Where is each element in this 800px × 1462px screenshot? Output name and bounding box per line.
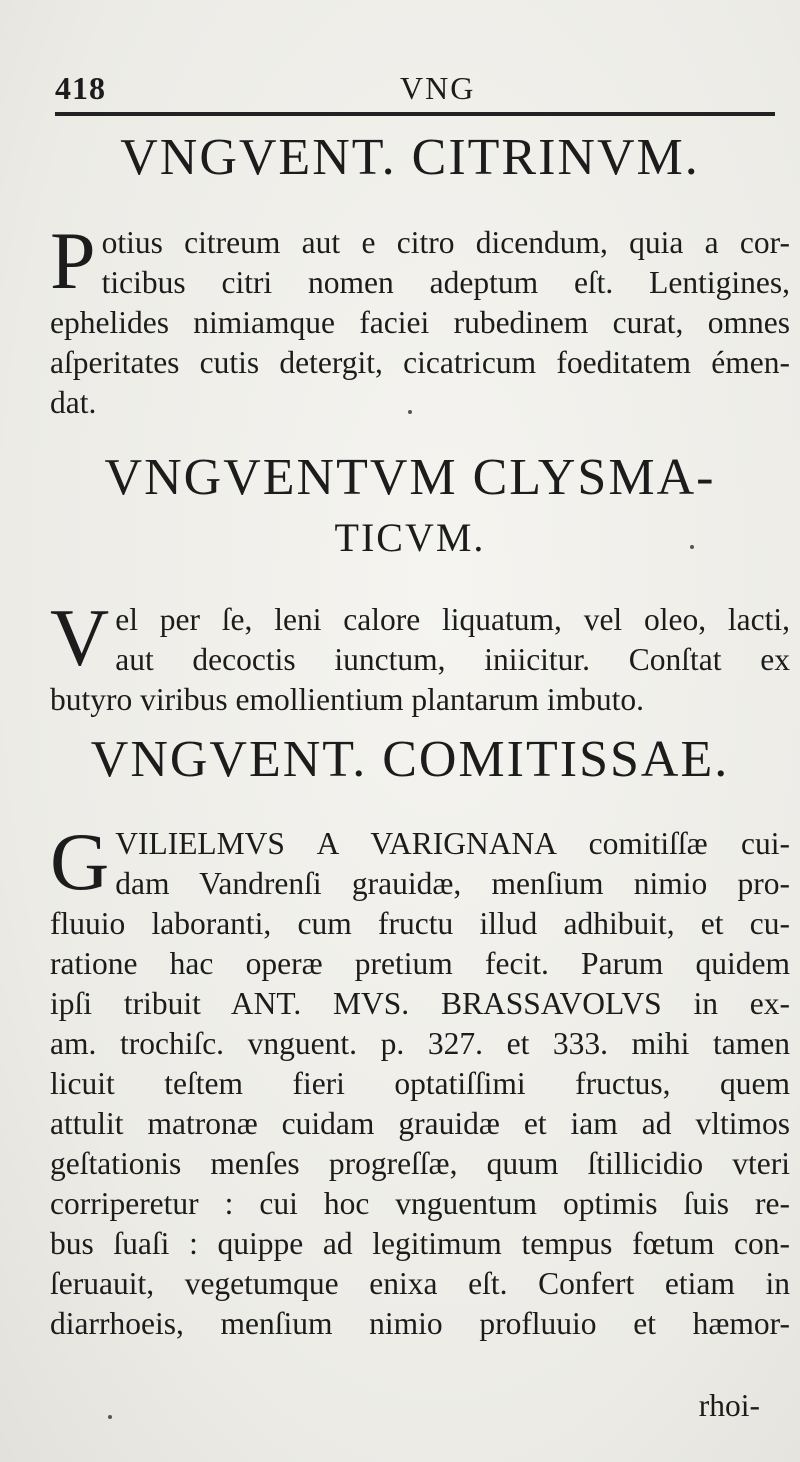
- text-line: el per ſe, leni calore liquatum, vel oleo, lacti,: [115, 602, 790, 637]
- running-title: VNG: [400, 70, 476, 106]
- text-line: am. trochiſc. vnguent. p. 327. et 333. mihi tamen: [50, 1026, 790, 1061]
- text-line: dam Vandrenſi grauidæ, menſium nimio pro-: [115, 866, 790, 901]
- catchword: rhoi-: [698, 1388, 760, 1423]
- text-line: ephelides nimiamque faciei rubedinem curat, omnes: [50, 305, 790, 340]
- section-heading-citrinum: VNGVENT. CITRINVM.: [120, 129, 700, 186]
- running-head: [55, 70, 775, 110]
- drop-cap: V: [50, 592, 110, 683]
- drop-cap: P: [50, 215, 96, 306]
- text-line: fluuio laboranti, cum fructu illud adhibuit, et cu-: [50, 906, 790, 941]
- text-line: ipſi tribuit ANT. MVS. BRASSAVOLVS in ex-: [50, 986, 790, 1021]
- text-line: VILIELMVS A VARIGNANA comitiſſæ cui-: [115, 826, 790, 861]
- text-line: attulit matronæ cuidam grauidæ et iam ad vltimos: [50, 1106, 790, 1141]
- text-line: licuit teſtem fieri optatiſſimi fructus, quem: [50, 1066, 790, 1101]
- text-line: bus ſuaſi : quippe ad legitimum tempus fœtum con-: [50, 1226, 790, 1261]
- text-line: butyro viribus emollientium plantarum imbuto.: [50, 682, 645, 717]
- ink-speck: [690, 545, 694, 549]
- drop-cap: G: [50, 816, 110, 907]
- text-line: diarrhoeis, menſium nimio profluuio et hæmor-: [50, 1306, 790, 1341]
- ink-speck: [108, 1415, 112, 1419]
- section-heading-comitissae: VNGVENT. COMITISSAE.: [90, 731, 730, 788]
- text-line: geſtationis menſes progreſſæ, quum ſtillicidio vteri: [50, 1146, 790, 1181]
- paragraph-citrinum: [50, 215, 790, 423]
- text-line: ſeruauit, vegetumque enixa eſt. Confert etiam in: [50, 1266, 790, 1301]
- header-rule: [55, 112, 775, 116]
- paragraph-clysmaticum: [50, 592, 790, 720]
- paragraph-comitissae: [50, 816, 790, 1344]
- text-line: ratione hac operæ pretium fecit. Parum quidem: [50, 946, 790, 981]
- text-line: aut decoctis iunctum, iniicitur. Conſtat ex: [115, 642, 790, 677]
- text-line: otius citreum aut e citro dicendum, quia a cor-: [101, 225, 790, 260]
- text-line: aſperitates cutis detergit, cicatricum foeditatem émen-: [50, 345, 790, 380]
- page-number: 418: [55, 70, 106, 106]
- section-heading-clysmaticum: VNGVENTVM CLYSMA-: [104, 449, 716, 506]
- section-heading-clysmaticum-line2: TICVM.: [334, 515, 486, 560]
- text-line: corriperetur : cui hoc vnguentum optimis ſuis re-: [50, 1186, 790, 1221]
- text-line: dat.: [50, 385, 97, 420]
- ink-speck: [408, 410, 412, 414]
- text-line: ticibus citri nomen adeptum eſt. Lentigines,: [101, 265, 790, 300]
